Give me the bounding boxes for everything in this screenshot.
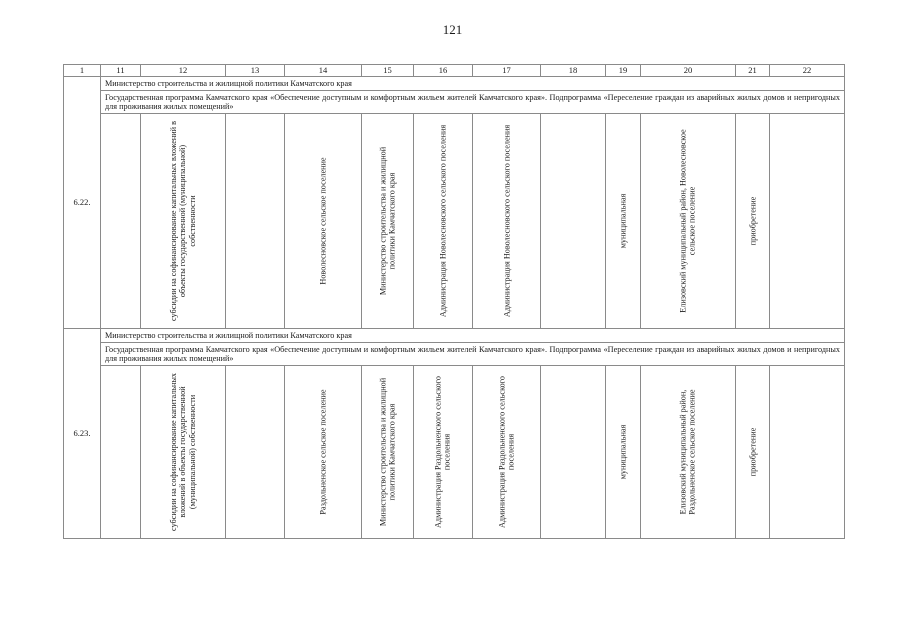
- cell-text: Министерство строительства и жилищной политики Камчатского края: [378, 377, 397, 527]
- table-row: [64, 343, 845, 366]
- cell-text: муниципальная: [618, 424, 628, 480]
- cell-col15: [362, 114, 414, 329]
- page-number: 121: [442, 22, 463, 37]
- cell-col14: [285, 366, 362, 539]
- cell-text: Администрация Раздольненского сельского поселения: [433, 376, 452, 528]
- cell-col13: [226, 114, 285, 329]
- cell-text: Администрация Новолесновского сельского поселения: [438, 124, 448, 318]
- cell-col22: [770, 366, 845, 539]
- cell-col18: [541, 114, 606, 329]
- table-row: [64, 329, 845, 343]
- cell-text: Елизовский муниципальный район, Новолесновское сельское поселение: [678, 129, 697, 313]
- cell-col19: [606, 114, 641, 329]
- cell-text: Администрация Раздольненского сельского поселения: [497, 376, 516, 528]
- cell-col14: [285, 114, 362, 329]
- program-cell: Государственная программа Камчатского края «Обеспечение доступным и комфортным жильем жителей Камчатского края». Подпрограмма «Переселение граждан из аварийных жилых домов и непригодных для проживания жилых помещений»: [101, 91, 845, 114]
- cell-col21: [736, 366, 770, 539]
- cell-col11: [101, 366, 141, 539]
- table-row: [64, 77, 845, 91]
- header-cell: 14: [285, 65, 362, 77]
- cell-text: приобретение: [747, 196, 757, 246]
- header-cell: 20: [641, 65, 736, 77]
- row-number: 6.23.: [64, 329, 101, 539]
- cell-text: Министерство строительства и жилищной политики Камчатского края: [378, 146, 397, 296]
- cell-col12: [141, 114, 226, 329]
- header-cell: 11: [101, 65, 141, 77]
- cell-col16: [414, 114, 473, 329]
- table-row: [64, 114, 845, 329]
- cell-text: Елизовский муниципальный район, Раздольненское сельское поселение: [678, 389, 697, 515]
- header-cell: 17: [473, 65, 541, 77]
- header-cell: 18: [541, 65, 606, 77]
- header-row: [64, 65, 845, 77]
- cell-text: Администрация Новолесновского сельского поселения: [501, 124, 511, 318]
- table-row: [64, 366, 845, 539]
- cell-text: приобретение: [747, 427, 757, 477]
- cell-text: муниципальная: [618, 193, 628, 249]
- cell-col17: [473, 114, 541, 329]
- header-cell: 15: [362, 65, 414, 77]
- cell-col12: [141, 366, 226, 539]
- row-number: 6.22.: [64, 77, 101, 329]
- cell-col18: [541, 366, 606, 539]
- cell-col17: [473, 366, 541, 539]
- ministry-cell: Министерство строительства и жилищной политики Камчатского края: [101, 77, 845, 91]
- cell-col21: [736, 114, 770, 329]
- header-cell: 22: [770, 65, 845, 77]
- cell-col20: [641, 366, 736, 539]
- cell-col16: [414, 366, 473, 539]
- header-cell: 21: [736, 65, 770, 77]
- cell-text: Новолесновское сельское поселение: [318, 157, 328, 285]
- cell-text: Раздольненское сельское поселение: [318, 389, 328, 515]
- header-cell: 1: [64, 65, 101, 77]
- table-row: [64, 91, 845, 114]
- cell-text: субсидии на софинансирование капитальных вложений в объекты государственной (муниципальной) собственности: [168, 373, 197, 531]
- program-cell: Государственная программа Камчатского края «Обеспечение доступным и комфортным жильем жителей Камчатского края». Подпрограмма «Переселение граждан из аварийных жилых домов и непригодных для проживания жилых помещений»: [101, 343, 845, 366]
- cell-col22: [770, 114, 845, 329]
- object-table: [63, 64, 845, 539]
- header-cell: 13: [226, 65, 285, 77]
- cell-col20: [641, 114, 736, 329]
- cell-col13: [226, 366, 285, 539]
- header-cell: 12: [141, 65, 226, 77]
- ministry-cell: Министерство строительства и жилищной политики Камчатского края: [101, 329, 845, 343]
- header-cell: 19: [606, 65, 641, 77]
- header-cell: 16: [414, 65, 473, 77]
- cell-col15: [362, 366, 414, 539]
- cell-col19: [606, 366, 641, 539]
- cell-text: субсидии на софинансирование капитальных вложений в объекты государственной (муниципальной) собственности: [168, 121, 197, 321]
- cell-col11: [101, 114, 141, 329]
